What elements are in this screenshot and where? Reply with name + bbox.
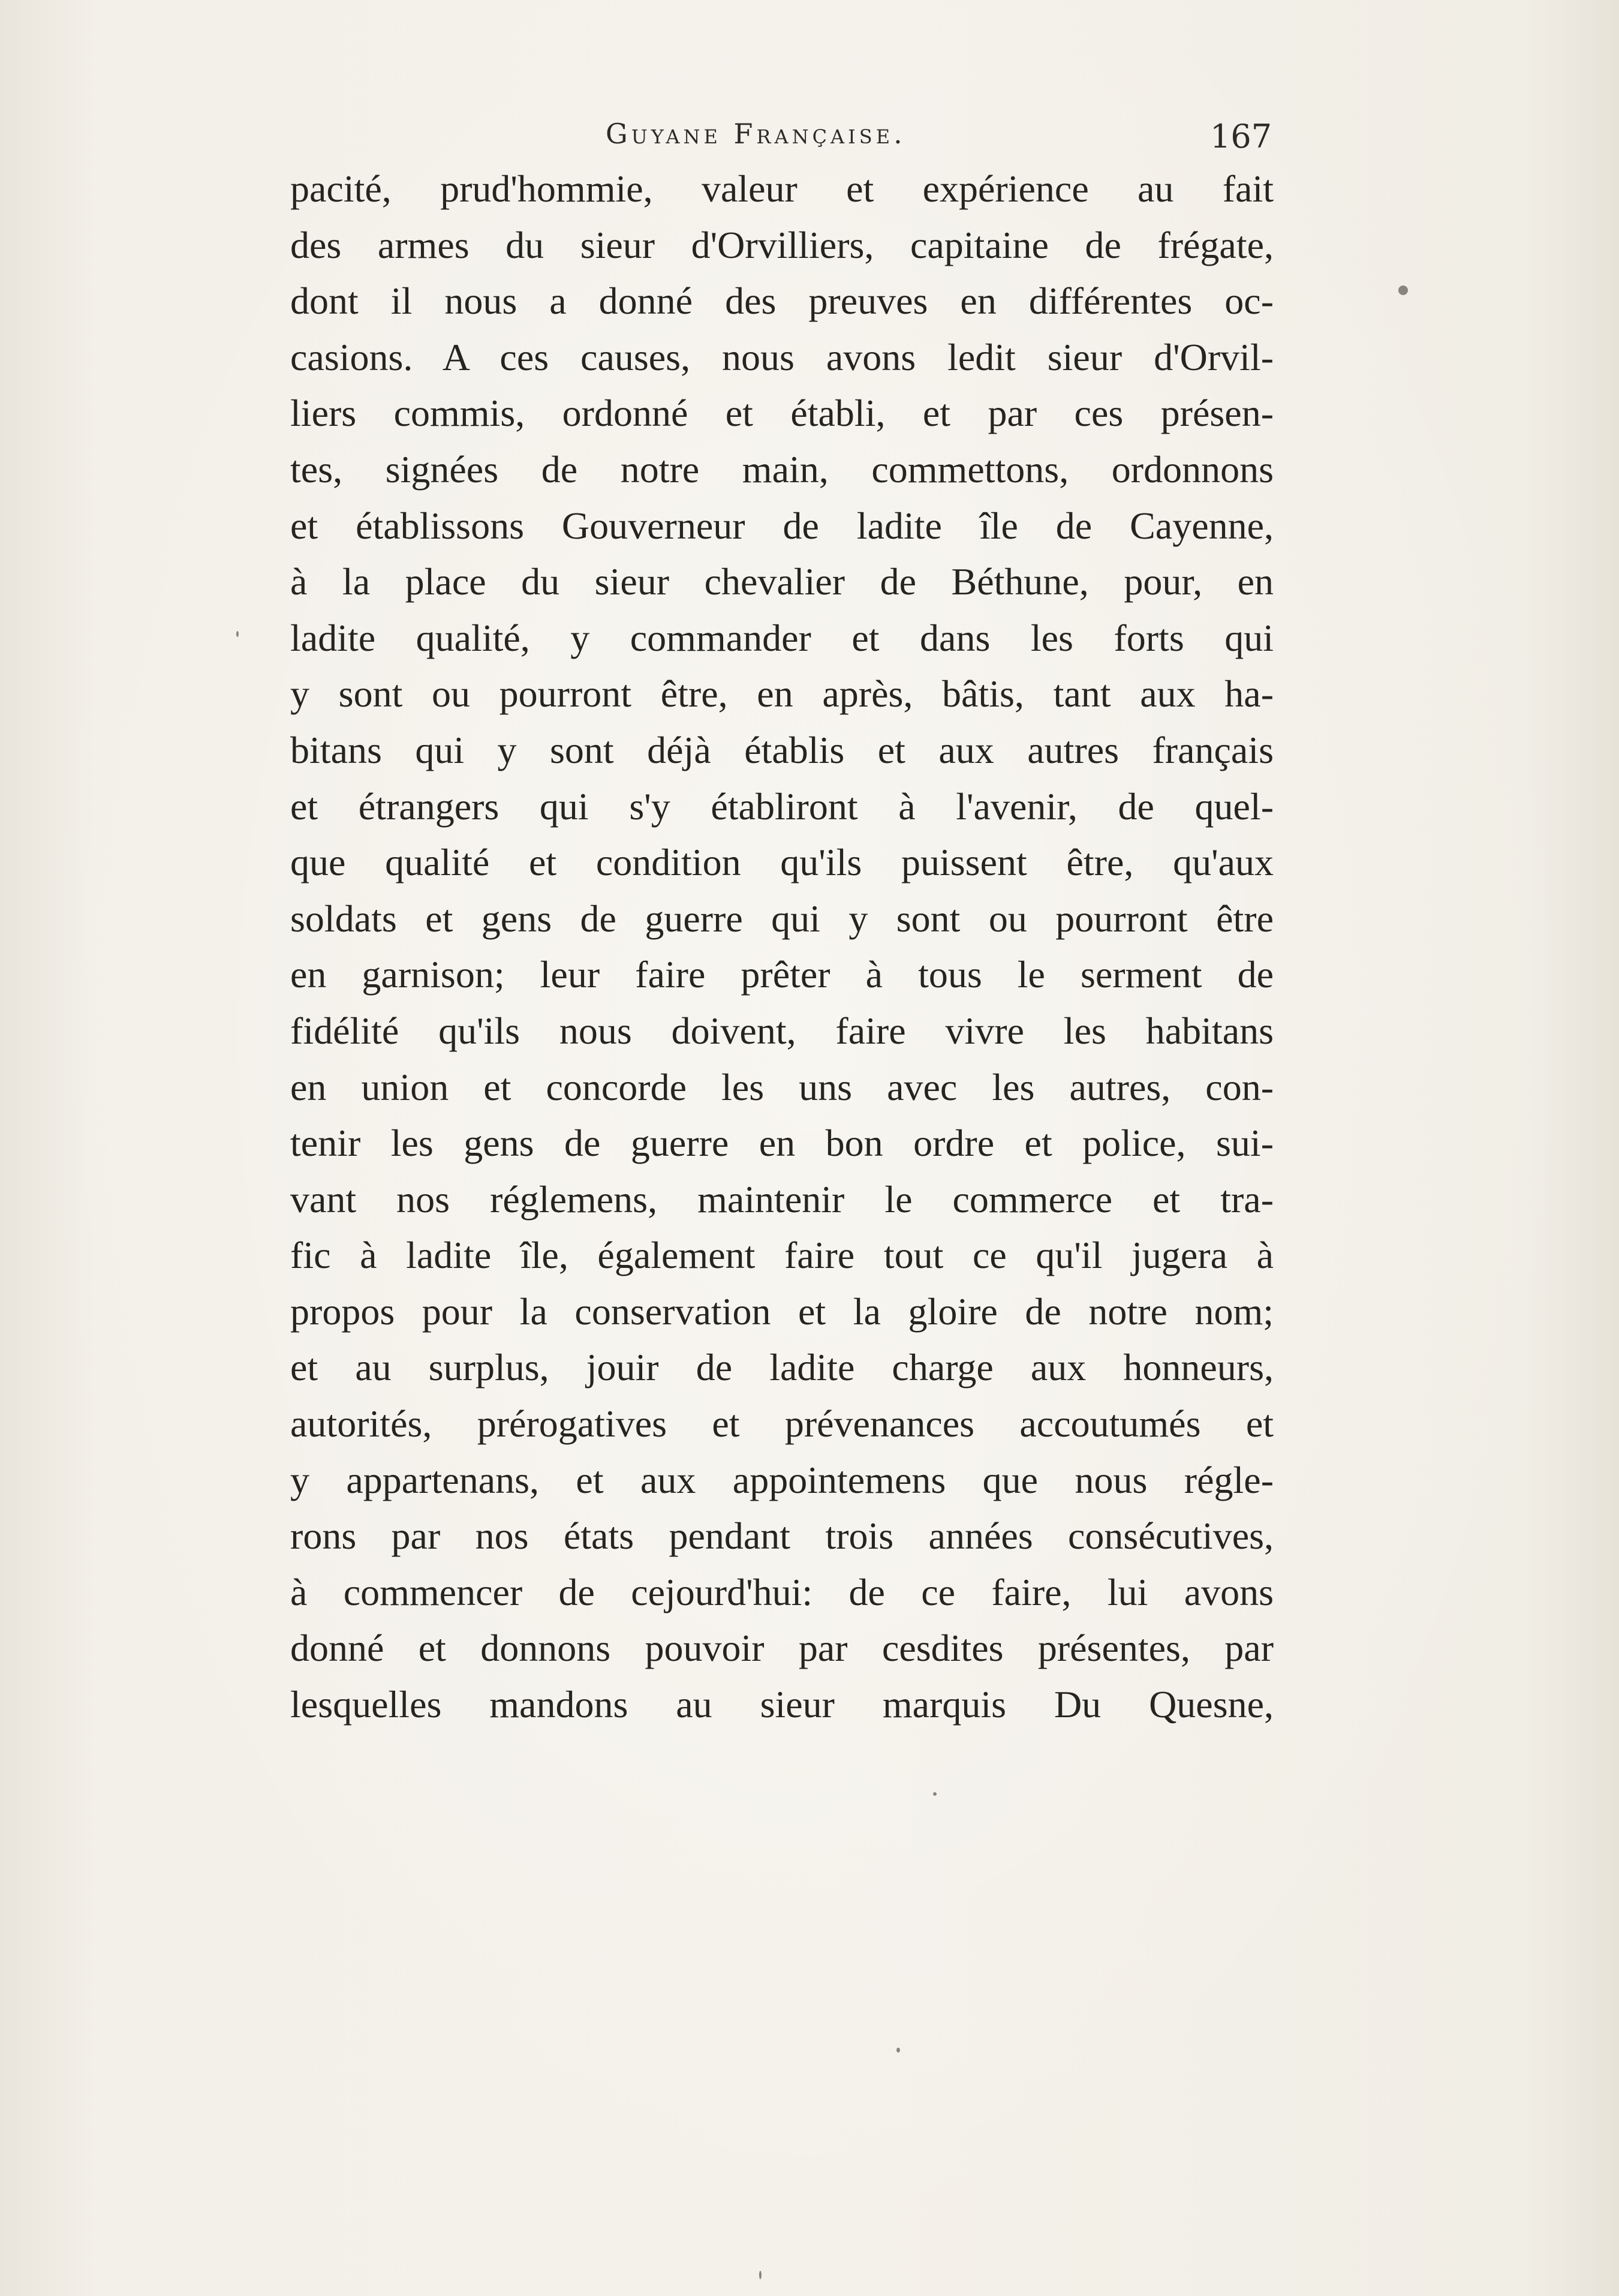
text-line: tenir les gens de guerre en bon ordre et police, sui- [290, 1122, 1274, 1165]
text-line: tes, signées de notre main, commettons, ordonnons [290, 447, 1274, 491]
text-line: pacité, prud'hommie, valeur et expérience au fait [290, 167, 1274, 210]
text-line: en union et concorde les uns avec les autres, con- [290, 1065, 1274, 1108]
text-line: des armes du sieur d'Orvilliers, capitaine de frégate, [290, 223, 1274, 266]
text-line: et au surplus, jouir de ladite charge aux honneurs, [290, 1346, 1274, 1389]
text-line: y appartenans, et aux appointemens que nous régle- [290, 1458, 1274, 1501]
text-line: liers commis, ordonné et établi, et par ces présen- [290, 392, 1274, 435]
text-line: à la place du sieur chevalier de Béthune, pour, en [290, 560, 1274, 603]
text-line: à commencer de cejourd'hui: de ce faire, lui avons [290, 1570, 1274, 1613]
text-line: propos pour la conservation et la gloire de notre nom; [290, 1290, 1274, 1333]
text-line: et établissons Gouverneur de ladite île de Cayenne, [290, 504, 1274, 547]
text-line: soldats et gens de guerre qui y sont ou pourront être [290, 897, 1274, 940]
paper-speck [236, 631, 239, 637]
paper-speck [933, 1792, 937, 1796]
text-line: ladite qualité, y commander et dans les forts qui [290, 616, 1274, 659]
text-line: bitans qui y sont déjà établis et aux autres français [290, 728, 1274, 771]
text-line: fidélité qu'ils nous doivent, faire vivre les habitans [290, 1009, 1274, 1052]
text-line: en garnison; leur faire prêter à tous le serment de [290, 953, 1274, 996]
paper-speck [896, 2048, 900, 2052]
paper-speck [1398, 286, 1408, 295]
text-line: casions. A ces causes, nous avons ledit sieur d'Orvil- [290, 335, 1274, 378]
text-line: et étrangers qui s'y établiront à l'avenir, de quel- [290, 785, 1274, 828]
page-number: 167 [1210, 118, 1272, 155]
text-line: lesquelles mandons au sieur marquis Du Quesne, [290, 1683, 1274, 1726]
text-line: fic à ladite île, également faire tout ce qu'il jugera à [290, 1234, 1274, 1277]
text-line: rons par nos états pendant trois années consécutives, [290, 1514, 1274, 1558]
text-line: y sont ou pourront être, en après, bâtis, tant aux ha- [290, 672, 1274, 716]
running-head: Guyane Française. [606, 118, 906, 150]
text-line: que qualité et condition qu'ils puissent être, qu'aux [290, 841, 1274, 884]
text-line: vant nos réglemens, maintenir le commerce et tra- [290, 1177, 1274, 1221]
text-line: donné et donnons pouvoir par cesdites présentes, par [290, 1627, 1274, 1670]
body-text [290, 161, 1274, 1733]
text-line: dont il nous a donné des preuves en différentes oc- [290, 280, 1274, 323]
paper-speck [759, 2271, 762, 2279]
text-line: autorités, prérogatives et prévenances accoutumés et [290, 1402, 1274, 1445]
